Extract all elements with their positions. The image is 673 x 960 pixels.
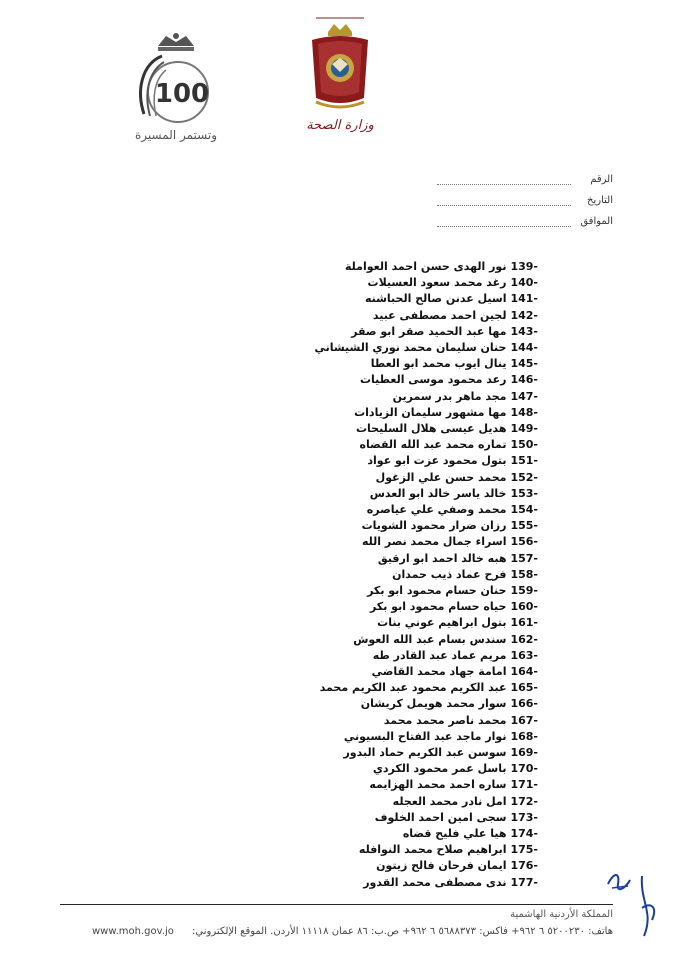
item-name: عبد الكريم محمود عبد الكريم محمد <box>319 681 507 695</box>
item-name: باسل عمر محمود الكردي <box>372 762 507 776</box>
item-name: سجى امين احمد الخلوف <box>374 810 507 824</box>
signature-mark <box>604 868 634 898</box>
item-number: 172- <box>510 794 538 808</box>
item-number: 155- <box>510 519 538 533</box>
item-number: 162- <box>510 632 538 646</box>
item-name: ايمان فرحان فالح زيتون <box>376 859 507 873</box>
signature-mark <box>636 872 662 942</box>
list-item <box>363 872 538 893</box>
footer-divider <box>60 904 613 905</box>
item-name: بتول محمود عزت ابو عواد <box>367 454 507 468</box>
item-name: ابراهيم صلاح محمد النوافله <box>358 843 507 857</box>
item-name: محمد ناصر محمد محمد <box>383 713 507 727</box>
item-name: نور الهدى حسن احمد العواملة <box>344 260 507 273</box>
item-name: فرح عماد ذيب حمدان <box>392 567 507 581</box>
item-number: 169- <box>510 746 538 759</box>
item-number: 167- <box>510 713 538 727</box>
item-name: حنان حسام محمود ابو بكر <box>367 584 507 597</box>
item-number: 166- <box>510 697 538 711</box>
item-number: 177- <box>510 875 538 889</box>
item-number: 176- <box>510 859 538 873</box>
item-number: 157- <box>510 551 538 565</box>
item-number: 143- <box>510 324 538 338</box>
item-name: ساره احمد محمد الهزايمه <box>369 778 507 792</box>
item-name: اسراء جمال محمد نصر الله <box>362 535 507 549</box>
item-name: هديل عيسى هلال السليحات <box>356 422 507 435</box>
item-name: مها عبد الحميد صقر ابو صقر <box>351 324 507 338</box>
footer-kingdom: المملكة الأردنية الهاشمية <box>510 909 613 920</box>
item-name: رعد محمود موسى العطيات <box>359 373 507 387</box>
contact-info: هاتف: ٥٢٠٠٢٣٠ ٦ ٩٦٢+ فاكس: ٥٦٨٨٣٧٣ ٦ ٩٦٢+ ص.ب: ٨٦ عمان ١١١١٨ الأردن. الموقع الإلكتروني: <box>192 926 613 937</box>
item-name: تماره محمد عبد الله القضاه <box>359 438 507 452</box>
item-number: 160- <box>510 600 538 614</box>
item-name: حنان سليمان محمد نوري الشيشاني <box>314 341 507 354</box>
item-number: 147- <box>510 389 538 403</box>
item-name: رغد محمد سعود العسيلات <box>367 276 507 290</box>
item-name: سندس بسام عبد الله العوش <box>353 632 507 646</box>
field-dots <box>437 174 571 185</box>
coat-of-arms-icon <box>302 12 378 116</box>
item-number: 140- <box>510 276 538 290</box>
item-name: خالد ياسر خالد ابو العدس <box>369 486 507 500</box>
item-number: 170- <box>510 762 538 776</box>
item-number: 150- <box>510 438 538 452</box>
item-number: 174- <box>510 827 538 840</box>
item-number: 161- <box>510 616 538 630</box>
item-name: مريم عماد عبد القادر طه <box>372 648 507 662</box>
item-number: 159- <box>510 584 538 597</box>
item-number: 163- <box>510 648 538 662</box>
website-link[interactable]: www.moh.gov.jo <box>92 926 174 937</box>
field-label: الرقم <box>590 174 613 185</box>
item-number: 145- <box>510 357 538 371</box>
item-number: 171- <box>510 778 538 792</box>
svg-text:100: 100 <box>154 79 210 109</box>
item-name: مها مشهور سليمان الزيادات <box>354 405 507 419</box>
item-number: 152- <box>510 470 538 484</box>
item-name: ندى مصطفى محمد القدور <box>363 875 507 889</box>
field-label: التاريخ <box>587 195 613 206</box>
date-field <box>433 185 613 206</box>
field-label: الموافق <box>580 216 613 227</box>
item-number: 146- <box>510 373 538 387</box>
item-name: سوار محمد هويمل كريشان <box>360 697 507 711</box>
item-number: 148- <box>510 405 538 419</box>
reference-number-field <box>433 164 613 185</box>
item-number: 144- <box>510 341 538 354</box>
item-name: محمد وصفي علي عياصره <box>366 503 507 516</box>
footer-contact-row <box>92 926 613 937</box>
item-number: 153- <box>510 486 538 500</box>
item-number: 164- <box>510 665 538 678</box>
item-name: اسيل عدنن صالح الحباشنه <box>364 292 507 306</box>
item-name: بتول ابراهيم عوني بنات <box>377 616 507 630</box>
item-number: 165- <box>510 681 538 695</box>
item-name: امامة جهاد محمد القاضي <box>371 665 507 678</box>
item-number: 151- <box>510 454 538 468</box>
item-number: 175- <box>510 843 538 857</box>
centennial-slogan: وتستمر المسيرة <box>135 128 217 142</box>
item-name: محمد حسن علي الزغول <box>375 470 507 484</box>
item-number: 173- <box>510 810 538 824</box>
centennial-logo <box>128 30 224 148</box>
ministry-emblem <box>302 12 378 140</box>
item-name: ينال ايوب محمد ابو العطا <box>370 357 507 371</box>
reference-fields <box>433 164 613 227</box>
item-number: 141- <box>510 292 538 306</box>
item-number: 168- <box>510 729 538 743</box>
item-number: 149- <box>510 422 538 435</box>
ministry-name: وزارة الصحة <box>306 118 374 133</box>
crown-100-icon <box>128 30 224 128</box>
field-dots <box>437 195 571 206</box>
item-number: 156- <box>510 535 538 549</box>
item-name: مجد ماهر بدر سمرين <box>392 389 507 403</box>
item-name: حياه حسام محمود ابو بكر <box>369 600 507 614</box>
item-name: لجين احمد مصطفى عبيد <box>372 308 507 322</box>
item-name: نوار ماجد عبد الفتاح البسيوني <box>343 729 507 743</box>
item-name: هبه خالد احمد ابو ارقيق <box>377 551 507 565</box>
corresponding-date-field <box>433 206 613 227</box>
item-number: 154- <box>510 503 538 516</box>
field-dots <box>437 216 571 227</box>
item-name: رزان ضرار محمود الشويات <box>361 519 507 533</box>
item-number: 139- <box>510 260 538 273</box>
item-name: هيا علي فليح قضاه <box>402 827 507 840</box>
item-name: امل نادر محمد العجله <box>392 794 507 808</box>
item-name: سوسن عبد الكريم حماد البدور <box>343 746 507 759</box>
item-number: 158- <box>510 567 538 581</box>
item-number: 142- <box>510 308 538 322</box>
